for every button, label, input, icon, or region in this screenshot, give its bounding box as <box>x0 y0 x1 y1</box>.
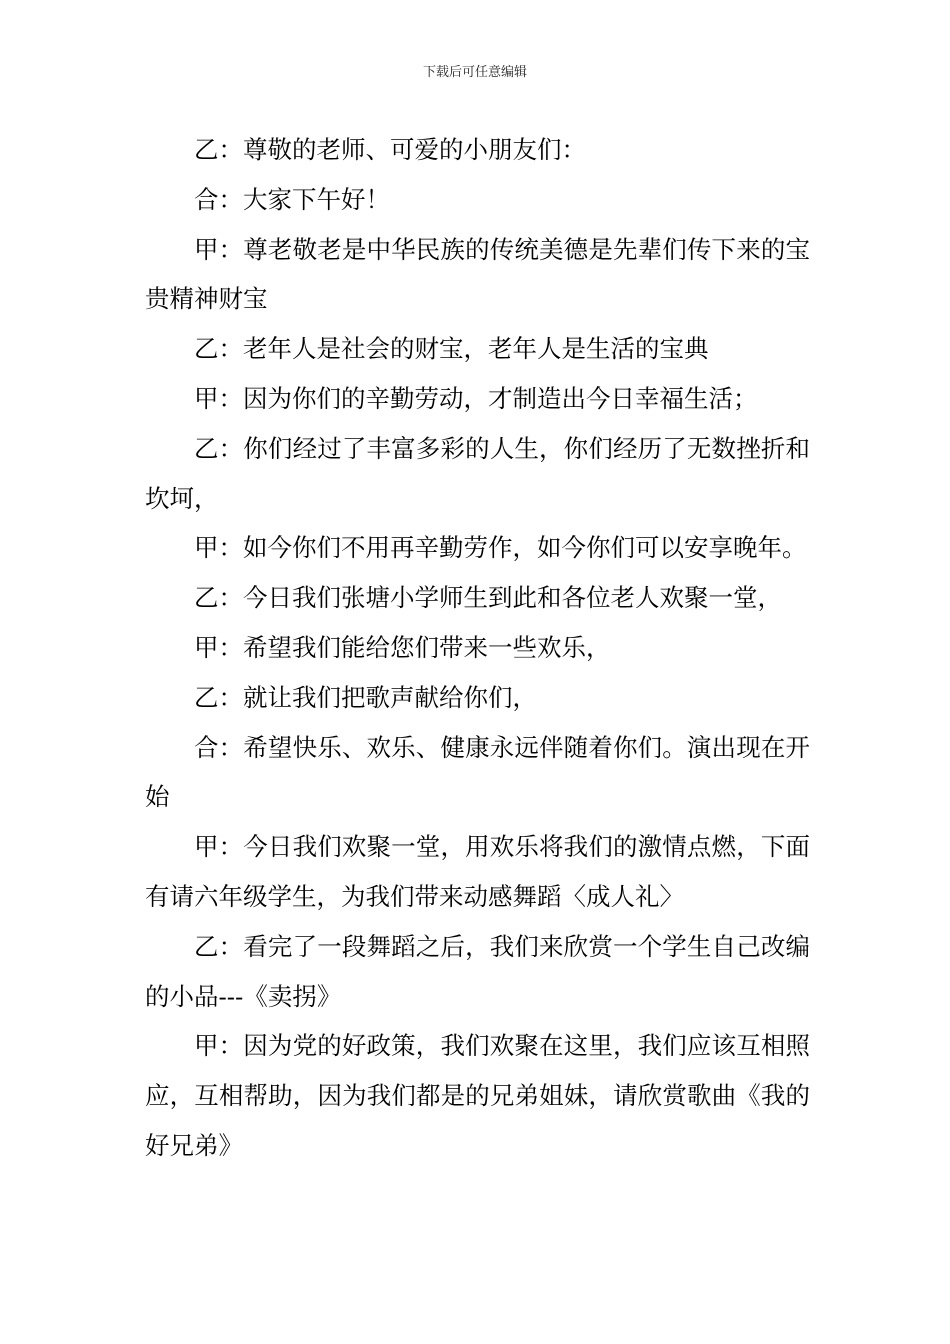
paragraph: 甲：因为你们的辛勤劳动，才制造出今日幸福生活； <box>194 383 758 413</box>
document-body <box>145 125 810 1171</box>
paragraph: 合：希望快乐、欢乐、健康永远伴随着你们。演出现在开始 <box>145 732 810 812</box>
paragraph: 乙：你们经过了丰富多彩的人生，你们经历了无数挫折和坎坷， <box>145 433 810 513</box>
page-header: 下载后可任意编辑 <box>422 65 527 80</box>
paragraph: 合：大家下午好！ <box>194 184 390 214</box>
paragraph: 乙：今日我们张塘小学师生到此和各位老人欢聚一堂， <box>194 583 782 613</box>
paragraph: 甲：尊老敬老是中华民族的传统美德是先辈们传下来的宝贵精神财宝 <box>145 234 810 314</box>
paragraph: 乙：就让我们把歌声献给你们， <box>194 682 537 712</box>
paragraph: 乙：尊敬的老师、可爱的小朋友们： <box>194 135 586 164</box>
paragraph: 甲：如今你们不用再辛勤劳作，如今你们可以安享晚年。 <box>194 533 807 563</box>
paragraph: 乙：老年人是社会的财宝，老年人是生活的宝典 <box>194 334 709 364</box>
paragraph: 甲：因为党的好政策，我们欢聚在这里，我们应该互相照应，互相帮助，因为我们都是的兄弟姐妹，请欣赏歌曲《我的好兄弟》 <box>145 1031 810 1160</box>
paragraph: 甲：今日我们欢聚一堂，用欢乐将我们的激情点燃，下面有请六年级学生，为我们带来动感舞蹈〈成人礼〉 <box>145 832 810 911</box>
paragraph: 乙：看完了一段舞蹈之后，我们来欣赏一个学生自己改编的小品---《卖拐》 <box>145 931 810 1011</box>
paragraph: 甲：希望我们能给您们带来一些欢乐， <box>194 632 611 662</box>
